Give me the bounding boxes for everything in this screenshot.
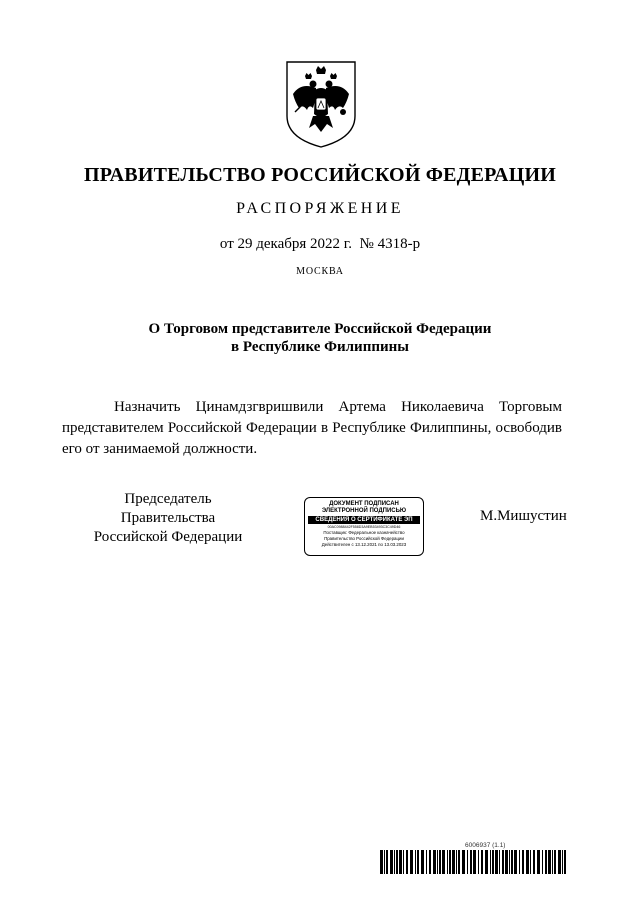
stamp-supplier: Поставщик: Федеральное казначейство	[323, 530, 405, 535]
signer-name: М.Мишустин	[480, 508, 567, 524]
signer-position-line-1: Председатель Правительства	[120, 491, 216, 526]
document-subject	[0, 320, 640, 356]
barcode	[380, 850, 566, 874]
russian-coat-of-arms-icon	[283, 58, 359, 150]
document-code: 6006937 (1.1)	[465, 842, 506, 849]
subject-line-2: в Республике Филиппины	[231, 339, 409, 355]
stamp-validity: Действителен с 13.12.2021 по 13.03.2023	[321, 542, 407, 547]
government-title: ПРАВИТЕЛЬСТВО РОССИЙСКОЙ ФЕДЕРАЦИИ	[84, 164, 556, 186]
stamp-line-1: ДОКУМЕНТ ПОДПИСАН	[329, 501, 399, 507]
subject-line-1: О Торговом представителе Российской Федерации	[148, 321, 492, 337]
stamp-certificate-header: СВЕДЕНИЯ О СЕРТИФИКАТЕ ЭП	[308, 516, 420, 524]
document-date-number: от 29 декабря 2022 г. № 4318-р	[219, 236, 421, 252]
order-text: Назначить Цинамдзгвришвили Артема Николаевича Торговым представителем Российской Федерации в Республике Филиппины, освободив его от занимаемой должности.	[62, 399, 562, 457]
order-paragraph	[62, 397, 562, 460]
stamp-certificate-number: 00AC0988442F558D3A9EB53493C3C49D46	[327, 525, 401, 529]
signer-position	[78, 490, 258, 547]
city: МОСКВА	[296, 266, 344, 277]
document-type: РАСПОРЯЖЕНИЕ	[236, 200, 404, 217]
stamp-line-2: ЭЛЕКТРОННОЙ ПОДПИСЬЮ	[321, 508, 407, 514]
stamp-owner: Правительство Российской Федерации	[324, 536, 404, 541]
signer-position-line-2: Российской Федерации	[93, 529, 243, 545]
electronic-signature-stamp	[304, 497, 424, 556]
